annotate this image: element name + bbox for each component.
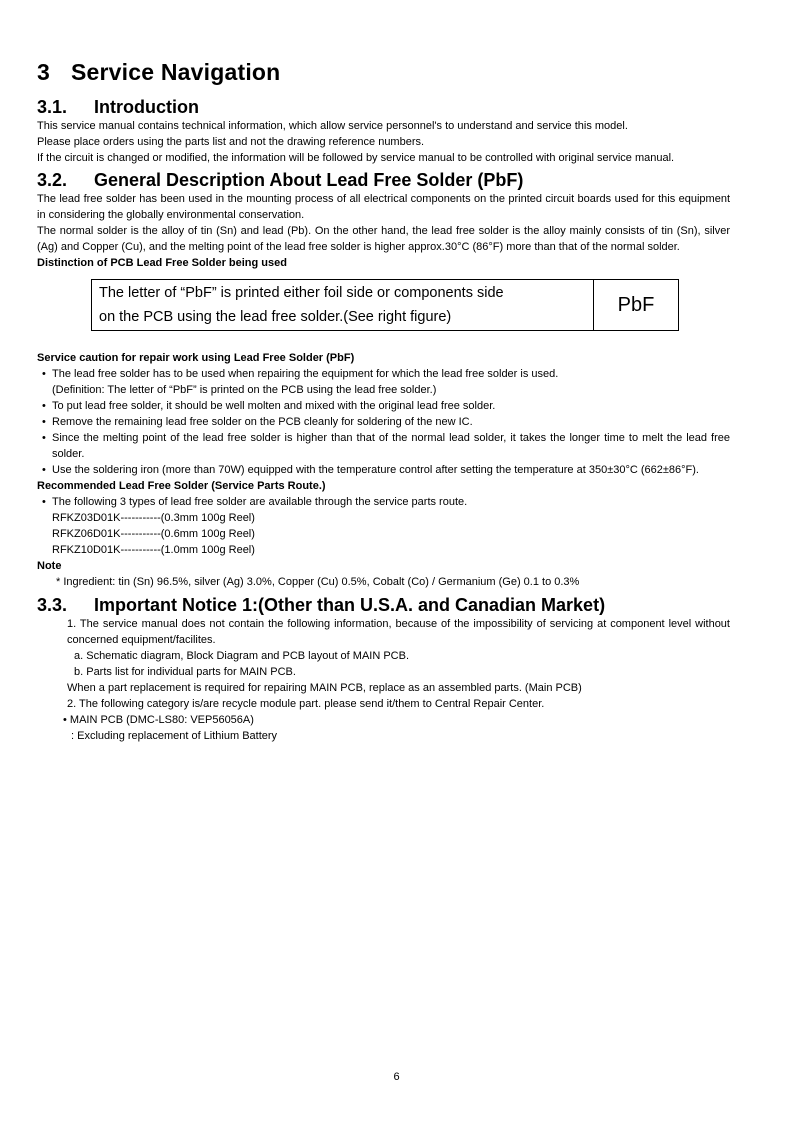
section-3-1-heading [37,96,730,118]
notice-bullet: • MAIN PCB (DMC-LS80: VEP56056A) [63,714,254,726]
caution-item: • Since the melting point of the lead free solder is higher than that of the normal lead solder, it takes the longer time to melt the lead free solder. [42,432,730,460]
caution-item: • Remove the remaining lead free solder on the PCB cleanly for soldering of the new IC. [42,416,473,428]
intro-line: If the circuit is changed or modified, the information will be followed by service manual to be controlled with original service manual. [37,152,675,164]
paragraph: The normal solder is the alloy of tin (Sn) and lead (Pb). On the other hand, the lead free solder is the alloy mainly consists of tin (Sn), silver (Ag) and Copper (Cu), and the melting point of the lead free solder is higher approx.30°C (86°F) more than that of the normal solder. [37,225,730,253]
caution-item: • To put lead free solder, it should be well molten and mixed with the original lead free solder. [42,400,496,412]
bullet: • [42,464,46,476]
recommended-heading: Recommended Lead Free Solder (Service Parts Route.) [37,480,326,492]
notice-item: 1. The service manual does not contain the following information, because of the impossibility of servicing at component level without concerned equipment/facilites. [67,618,730,646]
caution-definition: (Definition: The letter of “PbF” is printed on the PCB using the lead free solder.) [52,384,437,396]
page-number: 6 [393,1071,400,1083]
chapter-heading [37,58,730,86]
notice-item: 2. The following category is/are recycle module part. please send it/them to Central Repair Center. [67,698,545,710]
note-text: * Ingredient: tin (Sn) 96.5%, silver (Ag) 3.0%, Copper (Cu) 0.5%, Cobalt (Co) / Germanium (Ge) 0.1 to 0.3% [56,576,580,588]
section-3-2-heading [37,169,730,191]
part-line: RFKZ03D01K-----------(0.3mm 100g Reel) [52,512,255,524]
bullet: • [42,416,46,428]
caution-item: • Use the soldering iron (more than 70W) equipped with the temperature control after setting the temperature at 350±30°C (662±86°F). [42,464,699,476]
recommended-intro: • The following 3 types of lead free solder are available through the service parts route. [42,496,468,508]
bullet: • [42,368,46,380]
chapter-title: Service Navigation [71,59,281,85]
bullet: • [42,496,46,508]
pbf-box-line: on the PCB using the lead free solder.(See right figure) [99,309,452,325]
pbf-mark: PbF [594,280,679,331]
section-title: Introduction [94,97,199,117]
document-page [37,58,730,744]
notice-note: When a part replacement is required for repairing MAIN PCB, replace as an assembled parts. (Main PCB) [67,682,582,694]
section-title: Important Notice 1:(Other than U.S.A. and Canadian Market) [94,595,606,615]
section-title: General Description About Lead Free Solder (PbF) [94,170,524,190]
notice-subitem: b. Parts list for individual parts for MAIN PCB. [74,666,296,678]
paragraph: The lead free solder has been used in the mounting process of all electrical components on the printed circuit boards used for this equipment in considering the globally environmental conservation. [37,193,730,221]
part-line: RFKZ06D01K-----------(0.6mm 100g Reel) [52,528,255,540]
caution-heading: Service caution for repair work using Lead Free Solder (PbF) [37,352,355,364]
bullet: • [42,432,46,444]
section-3-3-heading [37,594,730,616]
section-number: 3.3. [37,595,68,615]
chapter-number: 3 [37,59,50,85]
distinction-heading: Distinction of PCB Lead Free Solder being used [37,257,287,269]
part-line: RFKZ10D01K-----------(1.0mm 100g Reel) [52,544,255,556]
notice-subitem: a. Schematic diagram, Block Diagram and PCB layout of MAIN PCB. [74,650,410,662]
note-heading: Note [37,560,62,572]
section-number: 3.1. [37,97,68,117]
intro-line: Please place orders using the parts list and not the drawing reference numbers. [37,136,425,148]
intro-line: This service manual contains technical information, which allow service personnel's to understand and service this model. [37,120,628,132]
section-number: 3.2. [37,170,68,190]
bullet: • [42,400,46,412]
pbf-box [91,279,679,331]
caution-item: • The lead free solder has to be used when repairing the equipment for which the lead free solder is used. [42,368,559,380]
pbf-box-text [92,280,594,331]
pbf-box-line: The letter of “PbF” is printed either foil side or components side [99,285,504,301]
notice-subnote: : Excluding replacement of Lithium Battery [71,730,278,742]
